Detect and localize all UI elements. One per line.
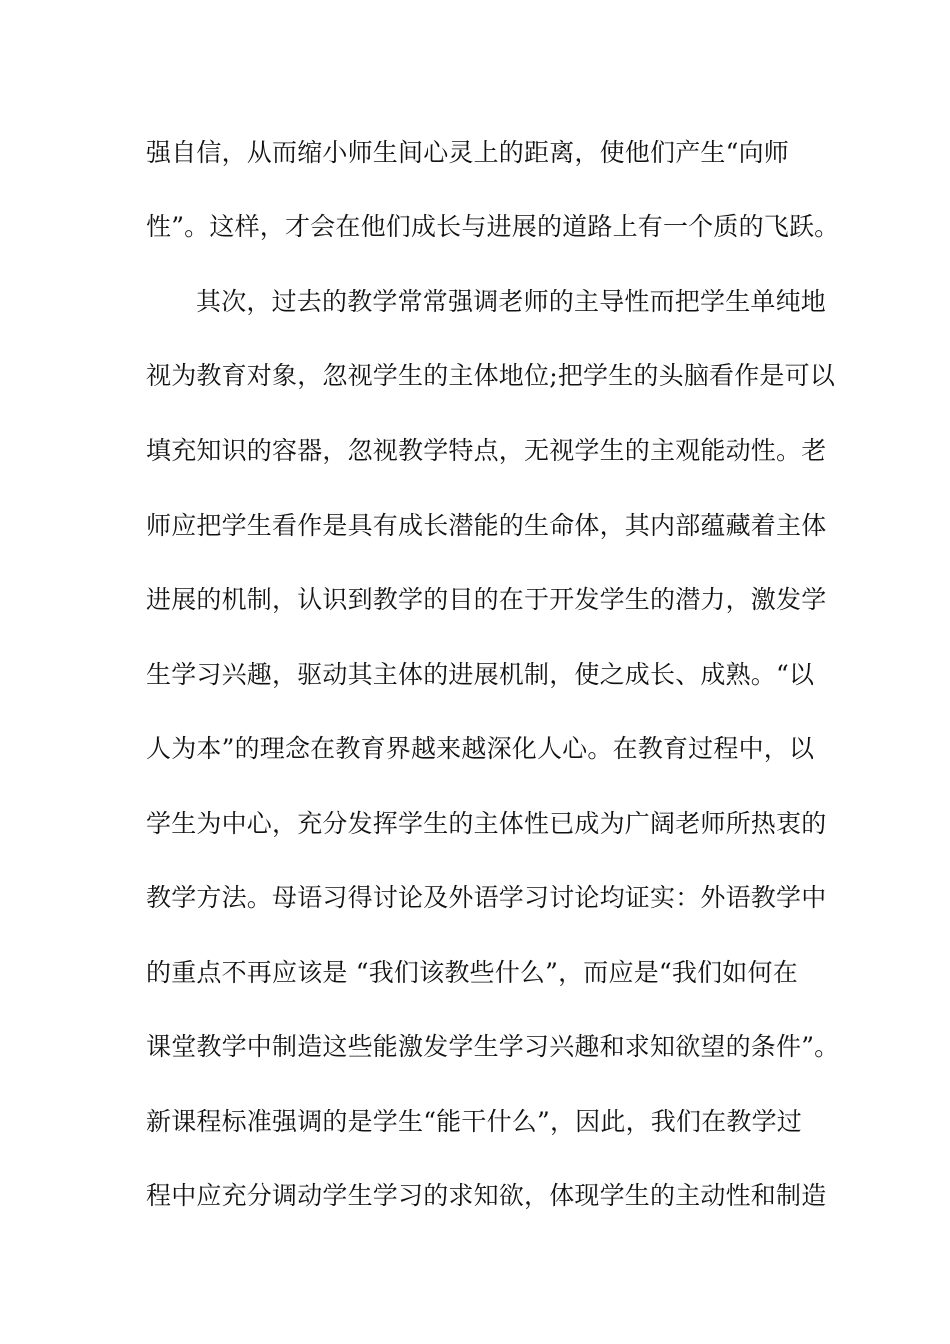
text-line: 进展的机制，认识到教学的目的在于开发学生的潜力，激发学 [146,585,827,614]
text-line: 学生为中心，充分发挥学生的主体性已成为广阔老师所热衷的 [146,809,827,838]
text-line: 新课程标准强调的是学生“能干什么”，因此，我们在教学过 [146,1107,802,1136]
text-line: 视为教育对象，忽视学生的主体地位;把学生的头脑看作是可以 [146,361,836,390]
text-line: 人为本”的理念在教育界越来越深化人心。在教育过程中，以 [146,734,815,763]
text-line: 填充知识的容器，忽视教学特点，无视学生的主观能动性。老 [146,436,827,465]
text-line: 教学方法。母语习得讨论及外语学习讨论均证实：外语教学中 [146,883,827,912]
text-line: 程中应充分调动学生学习的求知欲，体现学生的主动性和制造 [146,1181,827,1210]
text-line: 师应把学生看作是具有成长潜能的生命体，其内部蕴藏着主体 [146,511,827,540]
text-line: 强自信，从而缩小师生间心灵上的距离，使他们产生“向师 [146,138,789,167]
text-line: 性”。这样，才会在他们成长与进展的道路上有一个质的飞跃。 [146,212,840,241]
paragraph-first-line: 其次，过去的教学常常强调老师的主导性而把学生单纯地 [196,287,827,316]
text-line: 课堂教学中制造这些能激发学生学习兴趣和求知欲望的条件”。 [146,1032,840,1061]
text-line: 生学习兴趣，驱动其主体的进展机制，使之成长、成熟。“以 [146,660,815,689]
text-line: 的重点不再应该是 “我们该教些什么”，而应是“我们如何在 [146,958,798,987]
